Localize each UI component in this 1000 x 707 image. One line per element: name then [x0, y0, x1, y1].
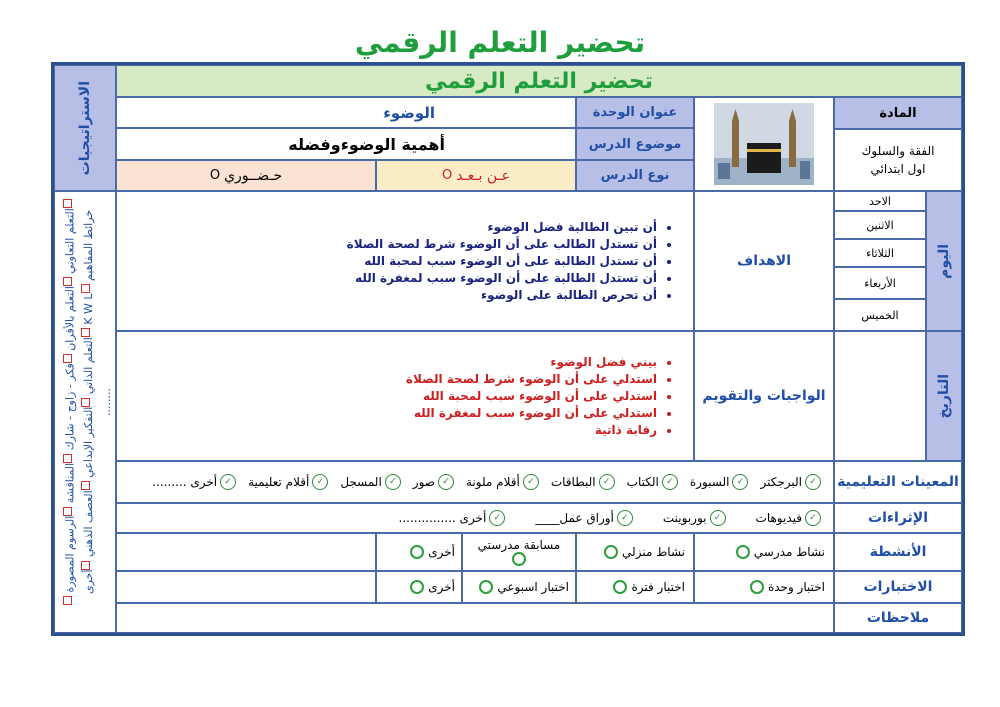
enrichment-option[interactable]: ✓ فيديوهات	[756, 510, 821, 526]
test-other[interactable]: أخرى	[376, 571, 462, 603]
day-label: اليوم	[926, 191, 962, 331]
checkbox-icon[interactable]	[63, 277, 72, 286]
objective-item: • أن تستدل الطالبة على أن الوضوء سبب لمغفرة الله	[347, 270, 657, 287]
homework-item: • استدلي على أن الوضوء سبب لمحبة الله	[406, 388, 657, 405]
ring-option-icon	[736, 545, 750, 559]
checkbox-icon[interactable]	[82, 481, 91, 490]
activity-other[interactable]: أخرى	[376, 533, 462, 571]
teaching-aid-option[interactable]: ✓ البرجكتر	[760, 474, 821, 490]
lesson-topic-label: موضوع الدرس	[576, 128, 694, 160]
strategy-item: التعلم التعاوني	[63, 208, 77, 274]
lesson-plan-table	[51, 62, 965, 636]
ring-option-icon	[410, 580, 424, 594]
homework-list	[116, 331, 694, 461]
strategies-list-cell	[54, 191, 116, 633]
day-item[interactable]: الثلاثاء	[834, 239, 926, 267]
ring-option-icon	[604, 545, 618, 559]
check-circle-icon: ✓	[599, 474, 615, 490]
page-title: تحضير التعلم الرقمي	[354, 26, 646, 59]
teaching-aids-options	[116, 461, 834, 503]
enrichment-option[interactable]: ✓ أوراق عمل____	[535, 510, 633, 526]
check-circle-icon: ✓	[312, 474, 328, 490]
checkbox-icon[interactable]	[63, 454, 72, 463]
checkbox-icon[interactable]	[63, 596, 72, 605]
ring-option-icon	[512, 552, 526, 566]
check-circle-icon: ✓	[220, 474, 236, 490]
checkbox-icon[interactable]	[82, 398, 91, 407]
teaching-aid-option[interactable]: ✓ أقلام ملونة	[466, 474, 539, 490]
header-title: تحضير التعلم الرقمي	[116, 65, 962, 97]
check-circle-icon: ✓	[805, 510, 821, 526]
check-circle-icon: ✓	[438, 474, 454, 490]
teaching-aid-option[interactable]: ✓ المسجل	[340, 474, 400, 490]
activity-school[interactable]: نشاط مدرسي	[694, 533, 834, 571]
day-item[interactable]: الأربعاء	[834, 267, 926, 299]
strategy-item: التعلم الذاتي	[82, 337, 95, 395]
ring-option-icon	[613, 580, 627, 594]
strategies-header: الاستراتيجيات	[54, 65, 116, 191]
ring-option-icon	[410, 545, 424, 559]
teaching-aids-label: المعينات التعليمية	[834, 461, 962, 503]
objective-item: • أن تحرص الطالبة على الوضوء	[347, 287, 657, 304]
subject-value: الفقة والسلوك اول ابتدائي	[834, 129, 962, 191]
test-blank	[116, 571, 376, 603]
day-item[interactable]: الاثنين	[834, 211, 926, 239]
day-item[interactable]: الخميس	[834, 299, 926, 331]
homework-item: • استدلي على أن الوضوء شرط لصحة الصلاة	[406, 371, 657, 388]
homework-item: • استدلي على أن الوضوء سبب لمغفرة الله	[406, 405, 657, 422]
checkbox-icon[interactable]	[82, 285, 91, 294]
strategy-item: أخرى ........	[82, 388, 113, 595]
test-period[interactable]: اختبار فترة	[576, 571, 694, 603]
teaching-aid-option[interactable]: ✓ الكتاب	[627, 474, 678, 490]
enrichment-label: الإثراءات	[834, 503, 962, 533]
strategy-item: فكر - زاوج - شارك	[63, 363, 77, 451]
strategies-list	[55, 192, 115, 612]
unit-title-label: عنوان الوحدة	[576, 97, 694, 128]
check-circle-icon: ✓	[662, 474, 678, 490]
lesson-type-in-person[interactable]: حـضــوري O	[116, 160, 376, 191]
lesson-type-remote[interactable]: عـن بـعـد O	[376, 160, 576, 191]
strategy-item: الرسوم المصورة	[63, 515, 77, 593]
check-circle-icon: ✓	[489, 510, 505, 526]
activity-home[interactable]: نشاط منزلي	[576, 533, 694, 571]
strategy-item: المناقشة	[63, 462, 77, 504]
objectives-label: الاهداف	[694, 191, 834, 331]
teaching-aid-option[interactable]: ✓ السبورة	[690, 474, 749, 490]
test-weekly[interactable]: اختبار اسبوعي	[462, 571, 576, 603]
activities-label: الأنشطة	[834, 533, 962, 571]
check-circle-icon: ✓	[805, 474, 821, 490]
strategy-item: التفكير الإبداعي	[82, 406, 95, 478]
strategy-item: العصف الذهني	[82, 490, 95, 558]
homework-item: • رقابة ذاتية	[406, 422, 657, 439]
homework-item: • بيني فضل الوضوء	[406, 354, 657, 371]
unit-title-value[interactable]: الوضوء	[116, 97, 576, 128]
check-circle-icon: ✓	[617, 510, 633, 526]
objective-item: • أن تستدل الطالبة على أن الوضوء سبب لمحبة الله	[347, 253, 657, 270]
objectives-list	[116, 191, 694, 331]
enrichment-option[interactable]: ✓ أخرى ...............	[399, 510, 506, 526]
strategy-item: خرائط المفاهيم	[82, 209, 95, 281]
ring-option-icon	[479, 580, 493, 594]
checkbox-icon[interactable]	[63, 507, 72, 516]
checkbox-icon[interactable]	[63, 354, 72, 363]
day-item[interactable]: الاحد	[834, 191, 926, 211]
homework-label: الواجبات والتقويم	[694, 331, 834, 461]
notes-value[interactable]	[116, 603, 834, 633]
objective-item: • أن تستدل الطالب على أن الوضوء شرط لصحة الصلاة	[347, 236, 657, 253]
checkbox-icon[interactable]	[82, 561, 91, 570]
check-circle-icon: ✓	[732, 474, 748, 490]
checkbox-icon[interactable]	[82, 328, 91, 337]
strategy-item: K W L	[82, 293, 95, 325]
activity-blank	[116, 533, 376, 571]
objective-item: • أن تبين الطالبة فضل الوضوء	[347, 219, 657, 236]
notes-label: ملاحظات	[834, 603, 962, 633]
test-unit[interactable]: اختبار وحدة	[694, 571, 834, 603]
tests-label: الاختبارات	[834, 571, 962, 603]
teaching-aid-option[interactable]: ✓ البطاقات	[551, 474, 615, 490]
date-value[interactable]	[834, 331, 926, 461]
kaaba-image	[694, 97, 834, 191]
teaching-aid-option[interactable]: ✓ أقلام تعليمية	[248, 474, 328, 490]
teaching-aid-option[interactable]: ✓ صور	[413, 474, 454, 490]
teaching-aid-option[interactable]: ✓ أخرى .........	[152, 474, 236, 490]
check-circle-icon: ✓	[385, 474, 401, 490]
check-circle-icon: ✓	[710, 510, 726, 526]
enrichment-options	[116, 503, 834, 533]
date-label: التاريخ	[926, 331, 962, 461]
lesson-topic-value[interactable]: أهمية الوضوءوفضله	[116, 128, 576, 160]
strategy-item: التعلم بالأقران	[63, 286, 77, 351]
subject-label: المادة	[834, 97, 962, 129]
lesson-type-label: نوع الدرس	[576, 160, 694, 191]
activity-competition[interactable]: مسابقة مدرستي	[462, 533, 576, 571]
check-circle-icon: ✓	[523, 474, 539, 490]
kaaba-icon	[714, 103, 814, 185]
checkbox-icon[interactable]	[63, 199, 72, 208]
enrichment-option[interactable]: ✓ بوربوينت	[663, 510, 726, 526]
ring-option-icon	[750, 580, 764, 594]
